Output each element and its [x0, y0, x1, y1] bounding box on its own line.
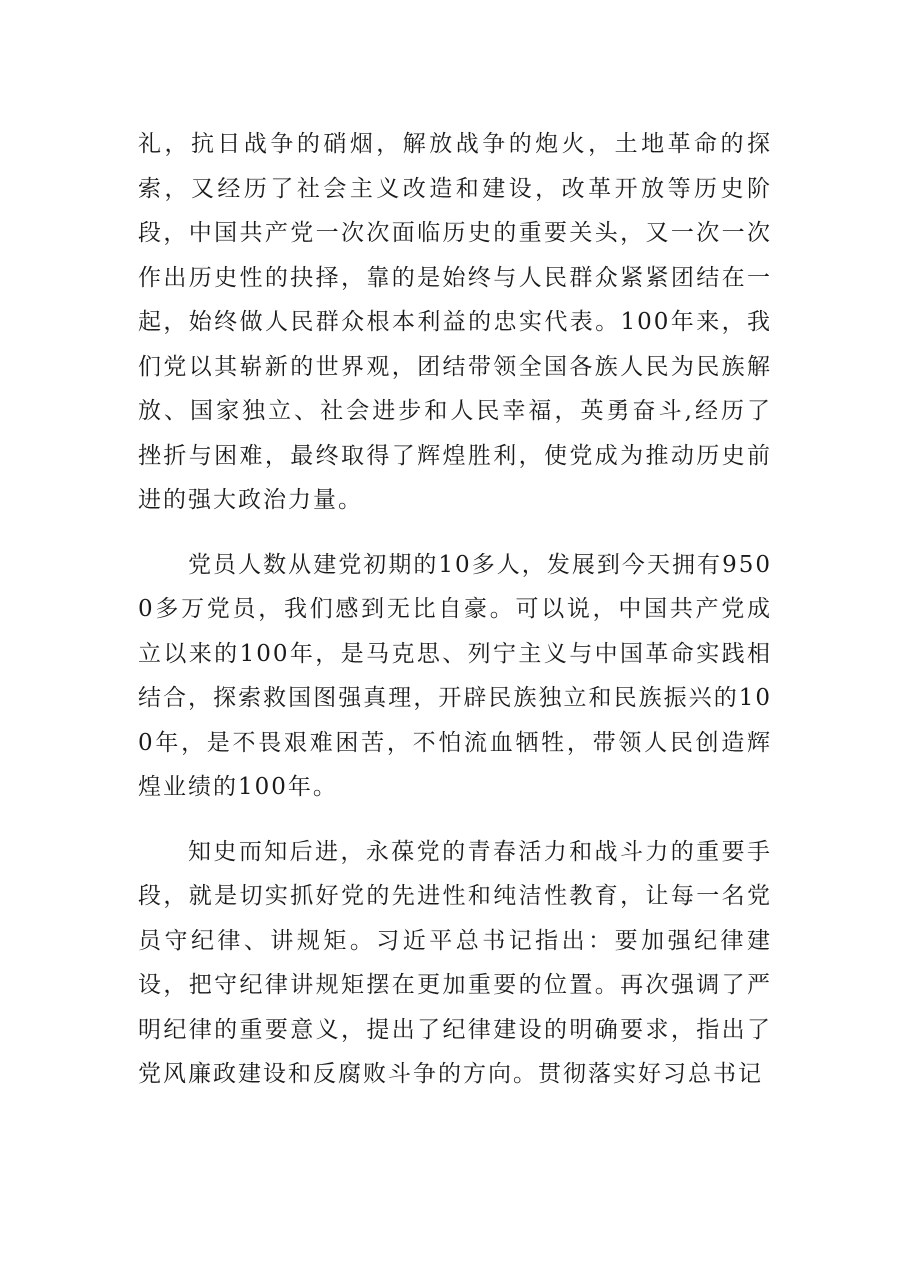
- paragraph-1: 礼，抗日战争的硝烟，解放战争的炮火，土地革命的探索，又经历了社会主义改造和建设，改革开放等历史阶段，中国共产党一次次面临历史的重要关头，又一次一次作出历史性的抉择，靠的是始终与人民群众紧紧团结在一起，始终做人民群众根本利益的忠实代表。100年来，我们党以其崭新的世界观，团结带领全国各族人民为民族解放、国家独立、社会进步和人民幸福，英勇奋斗,经历了挫折与困难，最终取得了辉煌胜利，使党成为推动历史前进的强大政治力量。: [138, 131, 772, 513]
- paragraph-3: 知史而知后进，永葆党的青春活力和战斗力的重要手段，就是切实抓好党的先进性和纯洁性教育，让每一名党员守纪律、讲规矩。习近平总书记指出：要加强纪律建设，把守纪律讲规矩摆在更加重要的位置。再次强调了严明纪律的重要意义，提出了纪律建设的明确要求，指出了党风廉政建设和反腐败斗争的方向。贯彻落实好习总书记: [138, 838, 772, 1087]
- paragraph-2: 党员人数从建党初期的10多人，发展到今天拥有9500多万党员，我们感到无比自豪。可以说，中国共产党成立以来的100年，是马克思、列宁主义与中国革命实践相结合，探索救国图强真理，开辟民族独立和民族振兴的100年，是不畏艰难困苦，不怕流血牺牲，带领人民创造辉煌业绩的100年。: [138, 551, 772, 800]
- document-body: [138, 122, 772, 1097]
